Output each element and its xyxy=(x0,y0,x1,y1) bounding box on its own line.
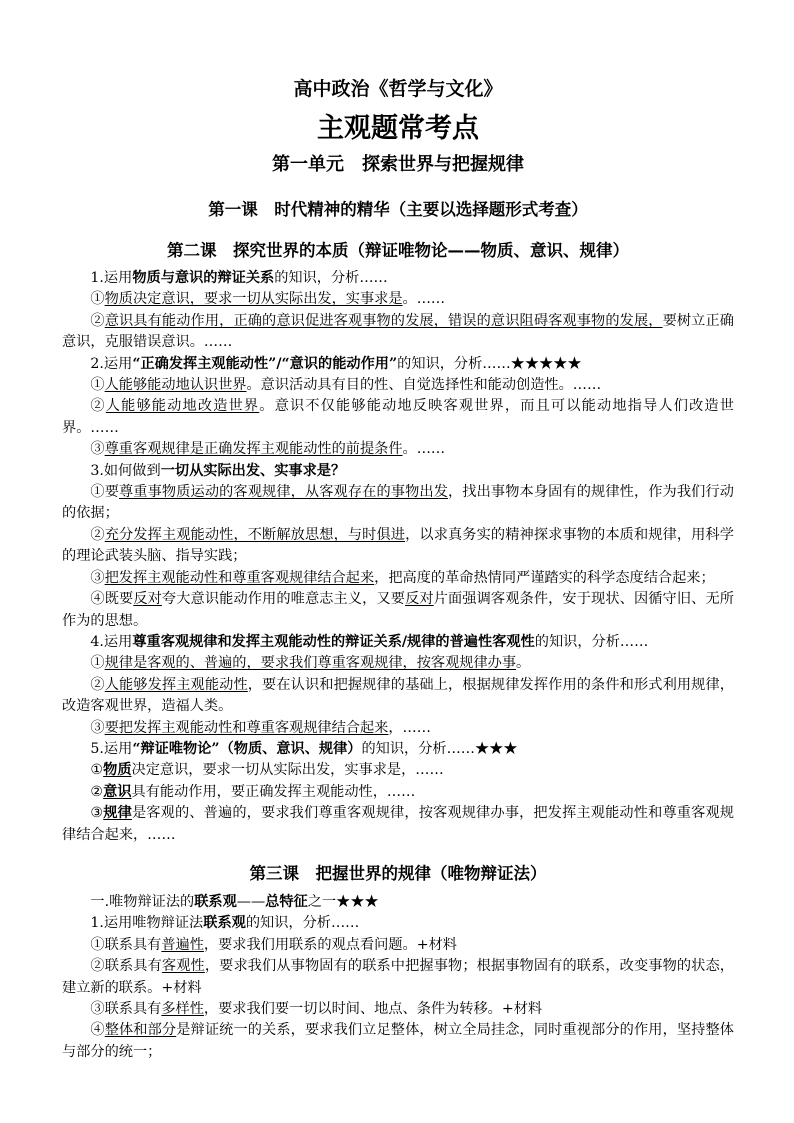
answer-marker: ①要 xyxy=(90,484,119,501)
unit-heading: 第一单元 探索世界与把握规律 xyxy=(272,154,524,175)
answer-key-point: 尊重事物质运动的客观规律，从客观存在的事物出发 xyxy=(119,484,448,501)
answer-text: 。 xyxy=(516,655,531,672)
answer-marker: ① xyxy=(90,762,104,779)
section-suffix: 之一★★★ xyxy=(307,894,379,910)
answer-5-3 xyxy=(62,803,734,846)
question-1-suffix: 的知识，分析…… xyxy=(274,270,388,286)
answer-2-1 xyxy=(62,375,734,396)
answer-5-1 xyxy=(62,760,734,781)
question-1-prefix: 1.运用 xyxy=(90,270,133,286)
answer-text: ②联系具有 xyxy=(90,958,162,975)
answer-key-point: 把发挥主观能动性和尊重客观规律结合起来 xyxy=(104,569,375,586)
answer-text: 。…… xyxy=(402,441,446,458)
l3-answer-3 xyxy=(62,999,734,1020)
answer-4-3 xyxy=(62,718,734,739)
lesson1-heading: 第一课 时代精神的精华（主要以选择题形式考查） xyxy=(208,200,588,219)
answer-marker: ③ xyxy=(90,719,105,736)
answer-marker: ② xyxy=(90,526,105,543)
question-4-suffix: 的知识，分析…… xyxy=(534,633,649,650)
question-4-prefix: 4.运用 xyxy=(90,633,133,650)
answer-marker: ① xyxy=(90,655,105,672)
question-prefix: 1.运用唯物辩证法 xyxy=(90,915,204,932)
answer-key-point: 人能够发挥主观能动性 xyxy=(104,676,248,693)
document-subtitle: 主观题常考点 xyxy=(317,113,479,144)
answer-marker: ④ xyxy=(90,1022,105,1039)
answer-marker: ② xyxy=(90,783,104,800)
answer-key-point: 多样性 xyxy=(161,1001,204,1018)
question-2-prefix: 2.运用 xyxy=(90,355,133,372)
answer-marker: ① xyxy=(90,291,105,308)
answer-1-2 xyxy=(62,311,734,354)
answer-text: ，要求我们从事物固有的联系中把握事物；根据事物固有的联系，改变事物的状态，建立新的联系。+材料 xyxy=(62,958,734,996)
answer-text: 夸大意识能动作用的唯意志主义，又要 xyxy=(161,591,406,608)
answer-5-2 xyxy=(62,782,734,803)
answer-key-point: 反对 xyxy=(133,591,162,608)
answer-text: 要树立正确意识，克服错误意识。…… xyxy=(62,312,734,351)
answer-marker: ① xyxy=(90,377,105,394)
answer-key-point: 人能够能动地改造世界 xyxy=(105,398,260,415)
answer-marker: ③ xyxy=(90,805,104,822)
answer-text: 片面强调客观条件，安于现状、因循守旧、无所作为的思想。 xyxy=(62,591,734,629)
question-suffix: 的知识，分析…… xyxy=(245,915,360,932)
lesson2-body xyxy=(62,268,734,846)
question-3-prefix: 3.如何做到 xyxy=(90,462,161,479)
question-1-topic: 物质与意识的辩证关系 xyxy=(132,270,275,286)
lesson3-heading: 第三课 把握世界的规律（唯物辩证法） xyxy=(249,864,547,883)
question-3-topic: 一切从实际出发、实事求是？ xyxy=(160,462,346,479)
answer-2-3 xyxy=(62,439,734,460)
answer-key-point: 反对 xyxy=(405,591,434,608)
answer-text: ，…… xyxy=(388,719,431,736)
answer-key-point: 意识具有能动作用，正确的意识促进客观事物的发展，错误的意识阻碍客观事物的发展， xyxy=(104,312,663,329)
question-2-topic: “正确发挥主观能动性”/“意识的能动作用” xyxy=(132,355,398,372)
question-5-suffix: 的知识，分析……★★★ xyxy=(361,740,518,757)
answer-key-point: 整体和部分 xyxy=(104,1022,177,1039)
answer-text: ，要求我们要一切以时间、地点、条件为转移。+材料 xyxy=(203,1001,543,1018)
section-feature: 总特征 xyxy=(265,894,308,910)
answer-1-1 xyxy=(62,289,734,310)
lesson2-heading: 第二课 探究世界的本质（辩证唯物论——物质、意识、规律） xyxy=(167,241,629,260)
question-topic: 联系观 xyxy=(203,915,246,932)
answer-text: ，以求真务实的精神探求事物的本质和规律，用科学的理论武装头脑、指导实践； xyxy=(62,526,734,565)
document-title: 高中政治《哲学与文化》 xyxy=(293,78,503,100)
answer-key-point: 物质决定意识，要求一切从实际出发，实事求是 xyxy=(104,291,403,308)
answer-marker: ② xyxy=(90,312,105,329)
l3-answer-2 xyxy=(62,956,734,999)
question-3 xyxy=(62,461,734,482)
answer-4-1 xyxy=(62,653,734,674)
answer-text: ①联系具有 xyxy=(90,936,162,953)
answer-text: 。意识活动具有目的性、自觉选择性和能动创造性。…… xyxy=(246,377,602,394)
answer-marker: ③ xyxy=(90,569,105,586)
answer-marker: ② xyxy=(90,398,106,415)
answer-key-point: 规律 xyxy=(103,805,132,822)
answer-3-3 xyxy=(62,568,734,589)
answer-3-1 xyxy=(62,482,734,525)
answer-text: 是客观的、普遍的，要求我们尊重客观规律，按客观规律办事，把发挥主观能动性和尊重客观规律结合起来，…… xyxy=(62,805,734,843)
question-5-topic: “辩证唯物论”（物质、意识、规律） xyxy=(132,740,362,757)
section-prefix: 一.唯物辩证法的 xyxy=(90,894,195,910)
question-5 xyxy=(62,739,734,760)
answer-marker: ③ xyxy=(90,441,105,458)
section-topic: 联系观 xyxy=(194,894,237,910)
answer-text: ③联系具有 xyxy=(90,1001,162,1018)
question-1 xyxy=(62,268,734,289)
answer-key-point: 尊重客观规律是正确发挥主观能动性的前提条件 xyxy=(104,441,403,458)
l3-question-1 xyxy=(62,913,734,934)
section-1-heading xyxy=(62,892,734,913)
answer-key-point: 规律是客观的、普遍的，要求我们尊重客观规律，按客观规律办事 xyxy=(104,655,517,672)
answer-text: 。…… xyxy=(402,291,446,308)
question-4 xyxy=(62,632,734,653)
answer-key-point: 人能够能动地认识世界 xyxy=(104,377,247,394)
answer-4-2 xyxy=(62,675,734,718)
answer-key-point: 普遍性 xyxy=(161,936,204,953)
answer-text: 决定意识，要求一切从实际出发，实事求是，…… xyxy=(131,762,444,779)
answer-marker: ② xyxy=(90,676,105,693)
question-5-prefix: 5.运用 xyxy=(90,740,133,757)
l3-answer-1 xyxy=(62,935,734,956)
question-2-suffix: 的知识，分析……★★★★★ xyxy=(397,355,582,372)
answer-text: 具有能动作用，要正确发挥主观能动性，…… xyxy=(131,783,416,800)
answer-marker: ④既要 xyxy=(90,591,134,608)
answer-key-point: 意识 xyxy=(103,783,132,800)
answer-text: ，要求我们用联系的观点看问题。+材料 xyxy=(203,936,457,953)
l3-answer-4 xyxy=(62,1020,734,1063)
answer-text: 。意识不仅能够能动地反映客观世界，而且可以能动地指导人们改造世界。…… xyxy=(62,398,734,436)
answer-text: ，要在认识和把握规律的基础上，根据规律发挥作用的条件和形式利用规律，改造客观世界，造福人类。 xyxy=(62,676,734,715)
question-2 xyxy=(62,354,734,375)
answer-text: 是辩证统一的关系，要求我们立足整体，树立全局挂念，同时重视部分的作用，坚持整体与部分的统一； xyxy=(62,1022,734,1060)
answer-2-2 xyxy=(62,396,734,439)
answer-text: ，找出事物本身固有的规律性，作为我们行动的依据； xyxy=(62,484,734,522)
answer-key-point: 要把发挥主观能动性和尊重客观规律结合起来 xyxy=(104,719,389,736)
answer-3-4 xyxy=(62,589,734,632)
answer-3-2 xyxy=(62,525,734,568)
section-dash: —— xyxy=(236,894,266,910)
answer-key-point: 客观性 xyxy=(161,958,205,975)
answer-key-point: 物质 xyxy=(103,762,132,779)
question-4-topic: 尊重客观规律和发挥主观能动性的辩证关系/规律的普遍性客观性 xyxy=(132,633,535,650)
lesson3-body xyxy=(62,892,734,1063)
answer-text: ，把高度的革命热情同严谨踏实的科学态度结合起来； xyxy=(374,569,715,586)
answer-key-point: 充分发挥主观能动性，不断解放思想，与时俱进 xyxy=(104,526,406,543)
